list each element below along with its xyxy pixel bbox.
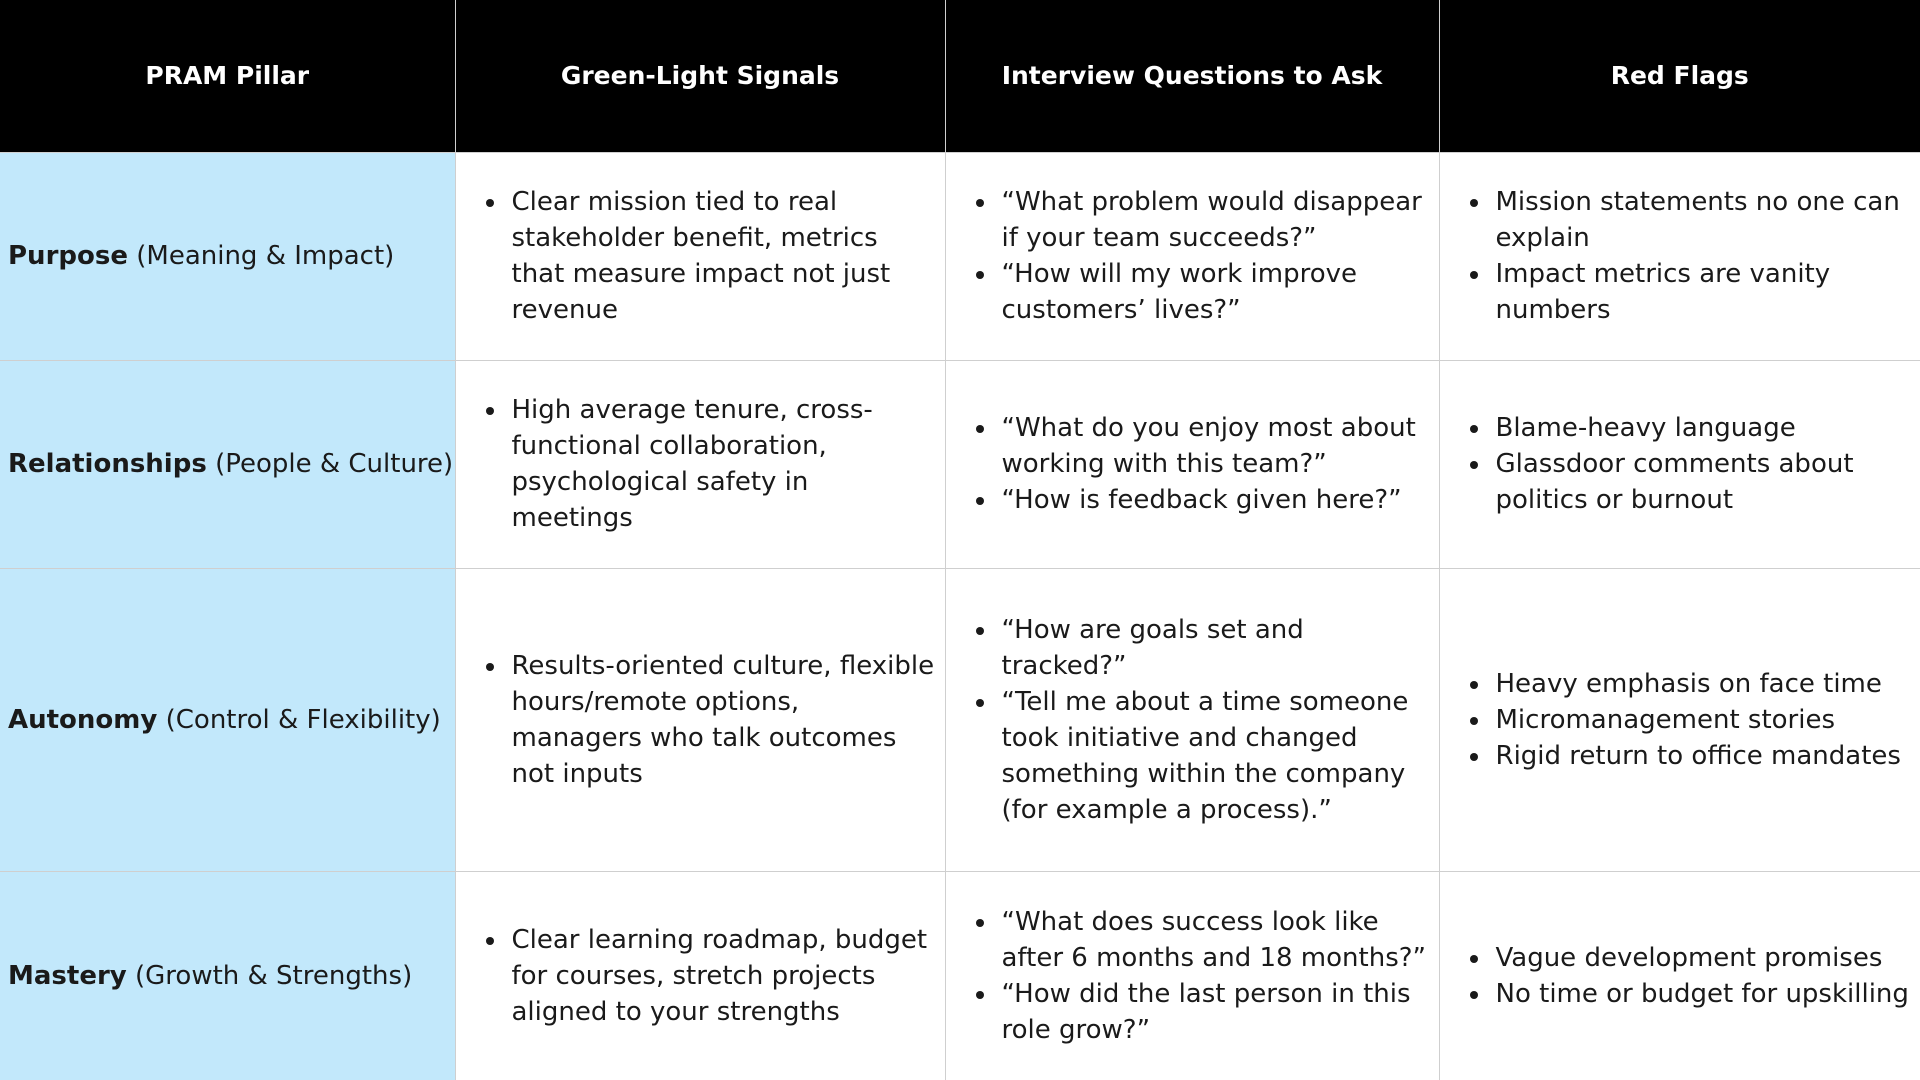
header-red-flags: Red Flags — [1439, 0, 1920, 152]
list-item: • Micromanagement stories — [1492, 702, 1911, 738]
questions-cell — [945, 871, 1439, 1080]
pillar-detail: (Meaning & Impact) — [136, 241, 395, 271]
signals-cell — [455, 360, 945, 568]
list-item: • “How did the last person in this role grow?” — [998, 976, 1429, 1048]
table-row — [0, 871, 1920, 1080]
signals-cell — [455, 152, 945, 360]
red-flags-cell — [1439, 152, 1920, 360]
questions-cell — [945, 152, 1439, 360]
questions-cell — [945, 360, 1439, 568]
pillar-name: Relationships — [8, 449, 207, 479]
pillar-name: Autonomy — [8, 704, 158, 735]
list-item: • Heavy emphasis on face time — [1492, 666, 1911, 702]
header-green-light-signals: Green-Light Signals — [455, 0, 945, 152]
pillar-detail: (Control & Flexibility) — [165, 704, 441, 735]
list-item: • Impact metrics are vanity numbers — [1492, 256, 1911, 328]
header-row — [0, 0, 1920, 152]
list-item: • Glassdoor comments about politics or burnout — [1492, 446, 1911, 518]
header-pram-pillar: PRAM Pillar — [0, 0, 455, 152]
list-item: • Rigid return to office mandates — [1492, 738, 1911, 774]
pillar-cell — [0, 360, 455, 568]
pillar-name: Mastery — [8, 960, 127, 991]
list-item: • Clear learning roadmap, budget for courses, stretch projects aligned to your strengths — [508, 922, 935, 1030]
list-item: • Mission statements no one can explain — [1492, 184, 1911, 256]
table-row — [0, 568, 1920, 871]
list-item: • “How is feedback given here?” — [998, 482, 1429, 518]
pillar-cell — [0, 568, 455, 871]
list-item: • “Tell me about a time someone took initiative and changed something within the company (for example a process).” — [998, 684, 1429, 828]
pillar-detail: (Growth & Strengths) — [135, 960, 413, 991]
header-interview-questions: Interview Questions to Ask — [945, 0, 1439, 152]
pillar-cell — [0, 152, 455, 360]
pillar-name: Purpose — [8, 241, 128, 271]
list-item: • “How will my work improve customers’ lives?” — [998, 256, 1429, 328]
list-item: • “What do you enjoy most about working with this team?” — [998, 410, 1429, 482]
table-row — [0, 152, 1920, 360]
list-item: • “What problem would disappear if your team succeeds?” — [998, 184, 1429, 256]
pillar-cell — [0, 871, 455, 1080]
list-item: • Results-oriented culture, flexible hours/remote options, managers who talk outcomes not inputs — [508, 648, 935, 792]
list-item: • “How are goals set and tracked?” — [998, 612, 1429, 684]
pillar-detail: (People & Culture) — [215, 449, 454, 479]
signals-cell — [455, 871, 945, 1080]
signals-cell — [455, 568, 945, 871]
questions-cell — [945, 568, 1439, 871]
table-row — [0, 360, 1920, 568]
red-flags-cell — [1439, 871, 1920, 1080]
red-flags-cell — [1439, 568, 1920, 871]
list-item: • Vague development promises — [1492, 940, 1911, 976]
list-item: • No time or budget for upskilling — [1492, 976, 1911, 1012]
list-item: • “What does success look like after 6 months and 18 months?” — [998, 904, 1429, 976]
list-item: • High average tenure, cross-functional collaboration, psychological safety in meetings — [508, 392, 935, 536]
list-item: • Clear mission tied to real stakeholder benefit, metrics that measure impact not just revenue — [508, 184, 935, 328]
red-flags-cell — [1439, 360, 1920, 568]
list-item: • Blame-heavy language — [1492, 410, 1911, 446]
